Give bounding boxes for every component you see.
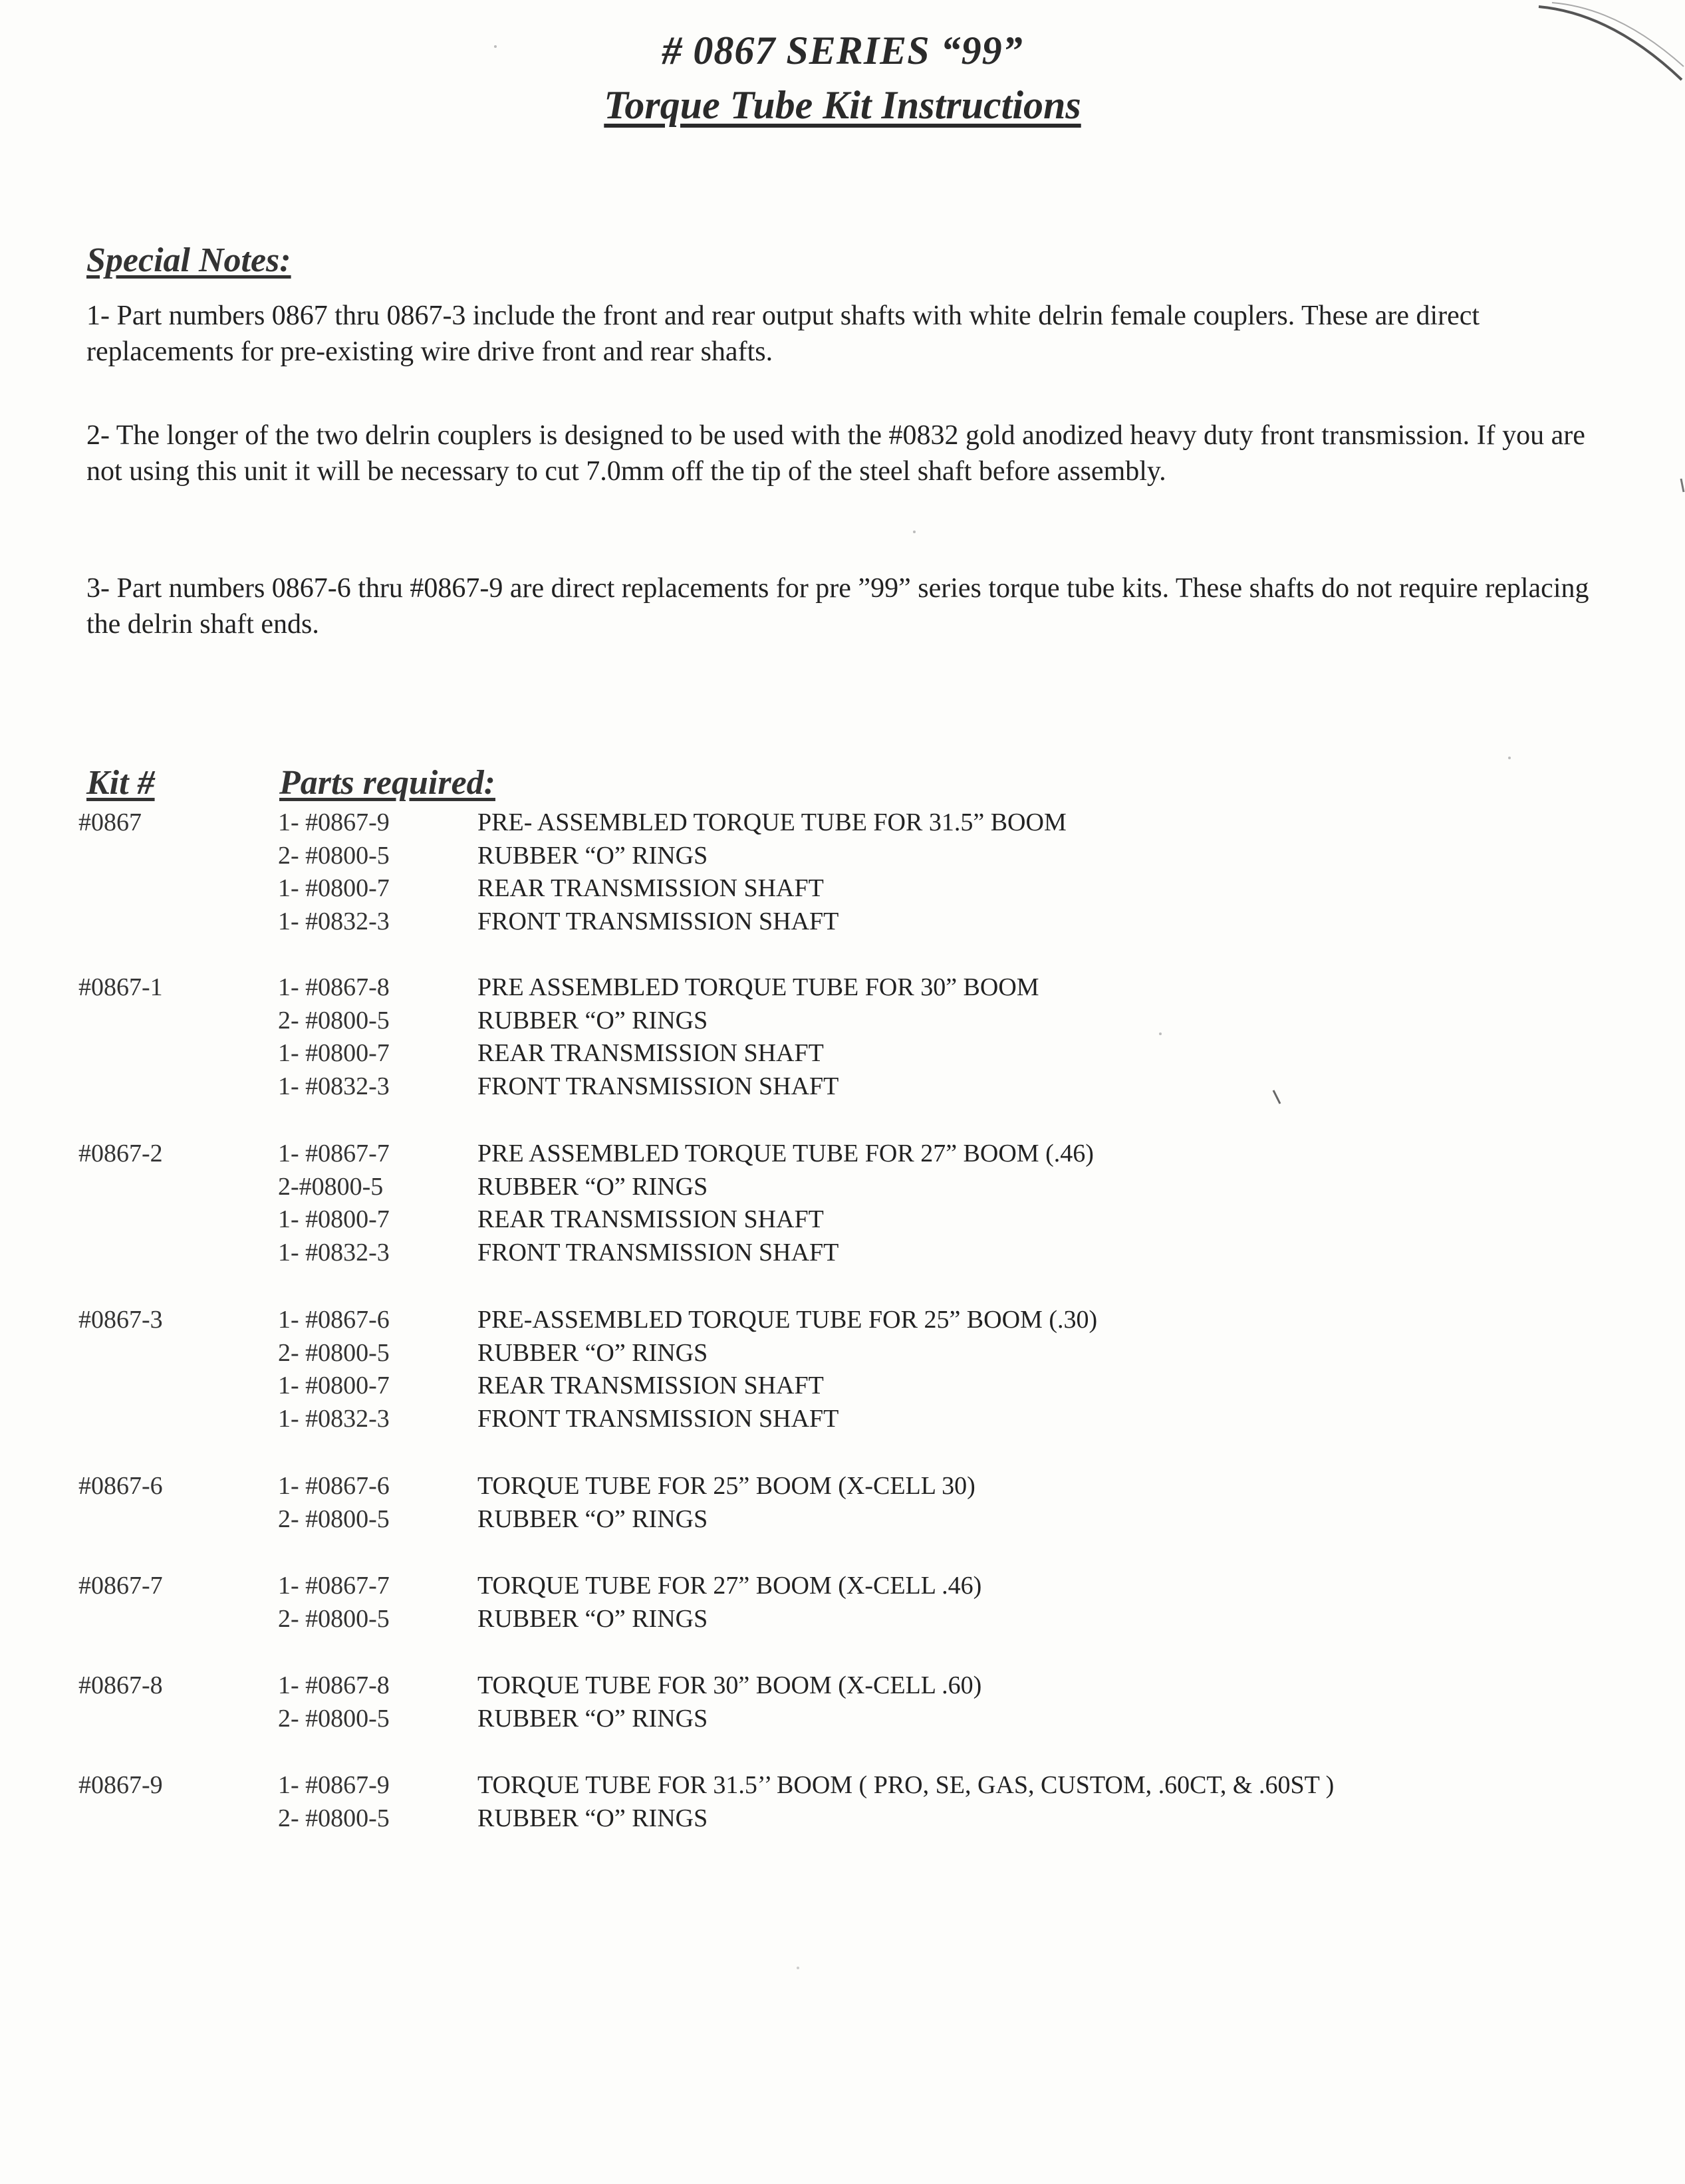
- kit-number: #0867-3: [78, 1306, 163, 1334]
- part-quantity-number: 1- #0867-6: [278, 1306, 390, 1334]
- special-note-3: 3- Part numbers 0867-6 thru #0867-9 are direct replacements for pre ”99” series torque tube kits. These shafts do not require replacing the delrin shaft ends.: [86, 573, 1589, 640]
- kit-number: #0867: [78, 808, 142, 836]
- part-row: [0, 839, 1685, 872]
- part-quantity-number: 2- #0800-5: [278, 1705, 390, 1733]
- part-quantity-number: 2- #0800-5: [278, 842, 390, 870]
- part-row: [0, 1070, 1685, 1103]
- part-description: REAR TRANSMISSION SHAFT: [477, 1372, 824, 1399]
- part-description: RUBBER “O” RINGS: [477, 1339, 708, 1367]
- part-row: [0, 1602, 1685, 1636]
- document-subtitle: Torque Tube Kit Instructions: [604, 83, 1081, 127]
- special-notes-heading: Special Notes:: [86, 241, 291, 279]
- part-description: FRONT TRANSMISSION SHAFT: [477, 908, 839, 935]
- part-description: REAR TRANSMISSION SHAFT: [477, 1205, 824, 1233]
- part-description: RUBBER “O” RINGS: [477, 1705, 708, 1733]
- part-row: [0, 1036, 1685, 1070]
- part-description: RUBBER “O” RINGS: [477, 842, 708, 870]
- part-row: [0, 1303, 1685, 1336]
- part-quantity-number: 1- #0800-7: [278, 874, 390, 902]
- part-row: [0, 1469, 1685, 1503]
- special-note-1: 1- Part numbers 0867 thru 0867-3 include the front and rear output shafts with white delrin female couplers. These are direct replacements for pre-existing wire drive front and rear shafts.: [86, 301, 1480, 367]
- part-description: REAR TRANSMISSION SHAFT: [477, 874, 824, 902]
- part-row: [0, 971, 1685, 1004]
- part-description: TORQUE TUBE FOR 30” BOOM (X-CELL .60): [477, 1671, 982, 1699]
- part-row: [0, 1236, 1685, 1269]
- part-description: PRE- ASSEMBLED TORQUE TUBE FOR 31.5” BOOM: [477, 808, 1067, 836]
- kit-number-header: Kit #: [86, 764, 155, 802]
- part-description: PRE ASSEMBLED TORQUE TUBE FOR 27” BOOM (.46): [477, 1140, 1094, 1167]
- part-description: FRONT TRANSMISSION SHAFT: [477, 1072, 839, 1100]
- kit-number: #0867-7: [78, 1572, 163, 1600]
- part-description: FRONT TRANSMISSION SHAFT: [477, 1239, 839, 1267]
- part-row: [0, 1369, 1685, 1402]
- part-quantity-number: 2- #0800-5: [278, 1007, 390, 1034]
- part-description: PRE ASSEMBLED TORQUE TUBE FOR 30” BOOM: [477, 973, 1039, 1001]
- part-quantity-number: 1- #0832-3: [278, 1072, 390, 1100]
- part-quantity-number: 2- #0800-5: [278, 1505, 390, 1533]
- part-quantity-number: 1- #0832-3: [278, 1405, 390, 1433]
- part-quantity-number: 1- #0800-7: [278, 1039, 390, 1067]
- part-quantity-number: 1- #0867-8: [278, 973, 390, 1001]
- part-description: RUBBER “O” RINGS: [477, 1804, 708, 1832]
- part-quantity-number: 1- #0832-3: [278, 908, 390, 935]
- part-row: [0, 806, 1685, 839]
- part-quantity-number: 1- #0867-9: [278, 808, 390, 836]
- part-description: TORQUE TUBE FOR 31.5’’ BOOM ( PRO, SE, GAS, CUSTOM, .60CT, & .60ST ): [477, 1771, 1335, 1799]
- part-quantity-number: 2- #0800-5: [278, 1804, 390, 1832]
- part-description: RUBBER “O” RINGS: [477, 1505, 708, 1533]
- part-description: TORQUE TUBE FOR 27” BOOM (X-CELL .46): [477, 1572, 982, 1600]
- part-row: [0, 1137, 1685, 1170]
- document-title: # 0867 SERIES “99”: [662, 29, 1023, 72]
- part-row: [0, 1802, 1685, 1835]
- part-row: [0, 872, 1685, 905]
- kit-number: #0867-2: [78, 1140, 163, 1167]
- part-row: [0, 1503, 1685, 1536]
- parts-required-header: Parts required:: [279, 764, 495, 802]
- part-row: [0, 1702, 1685, 1735]
- part-quantity-number: 1- #0867-7: [278, 1572, 390, 1600]
- part-row: [0, 1669, 1685, 1702]
- part-quantity-number: 2- #0800-5: [278, 1605, 390, 1633]
- part-quantity-number: 1- #0867-9: [278, 1771, 390, 1799]
- part-quantity-number: 1- #0867-6: [278, 1472, 390, 1500]
- part-quantity-number: 2-#0800-5: [278, 1173, 384, 1201]
- part-description: PRE-ASSEMBLED TORQUE TUBE FOR 25” BOOM (.30): [477, 1306, 1098, 1334]
- part-quantity-number: 1- #0867-7: [278, 1140, 390, 1167]
- part-description: TORQUE TUBE FOR 25” BOOM (X-CELL 30): [477, 1472, 975, 1500]
- kit-number: #0867-9: [78, 1771, 163, 1799]
- part-quantity-number: 1- #0800-7: [278, 1205, 390, 1233]
- part-description: REAR TRANSMISSION SHAFT: [477, 1039, 824, 1067]
- kit-number: #0867-8: [78, 1671, 163, 1699]
- special-note-2: 2- The longer of the two delrin couplers is designed to be used with the #0832 gold anodized heavy duty front transmission. If you are not using this unit it will be necessary to cut 7.0mm off the tip of the steel shaft before assembly.: [86, 420, 1585, 487]
- part-row: [0, 1768, 1685, 1802]
- part-quantity-number: 1- #0800-7: [278, 1372, 390, 1399]
- part-row: [0, 905, 1685, 938]
- part-row: [0, 1170, 1685, 1203]
- part-row: [0, 1203, 1685, 1236]
- part-row: [0, 1336, 1685, 1370]
- part-description: RUBBER “O” RINGS: [477, 1007, 708, 1034]
- part-quantity-number: 1- #0832-3: [278, 1239, 390, 1267]
- part-row: [0, 1402, 1685, 1435]
- part-row: [0, 1569, 1685, 1602]
- kit-number: #0867-1: [78, 973, 163, 1001]
- part-quantity-number: 2- #0800-5: [278, 1339, 390, 1367]
- part-row: [0, 1004, 1685, 1037]
- part-description: RUBBER “O” RINGS: [477, 1605, 708, 1633]
- part-quantity-number: 1- #0867-8: [278, 1671, 390, 1699]
- part-description: RUBBER “O” RINGS: [477, 1173, 708, 1201]
- part-description: FRONT TRANSMISSION SHAFT: [477, 1405, 839, 1433]
- kit-number: #0867-6: [78, 1472, 163, 1500]
